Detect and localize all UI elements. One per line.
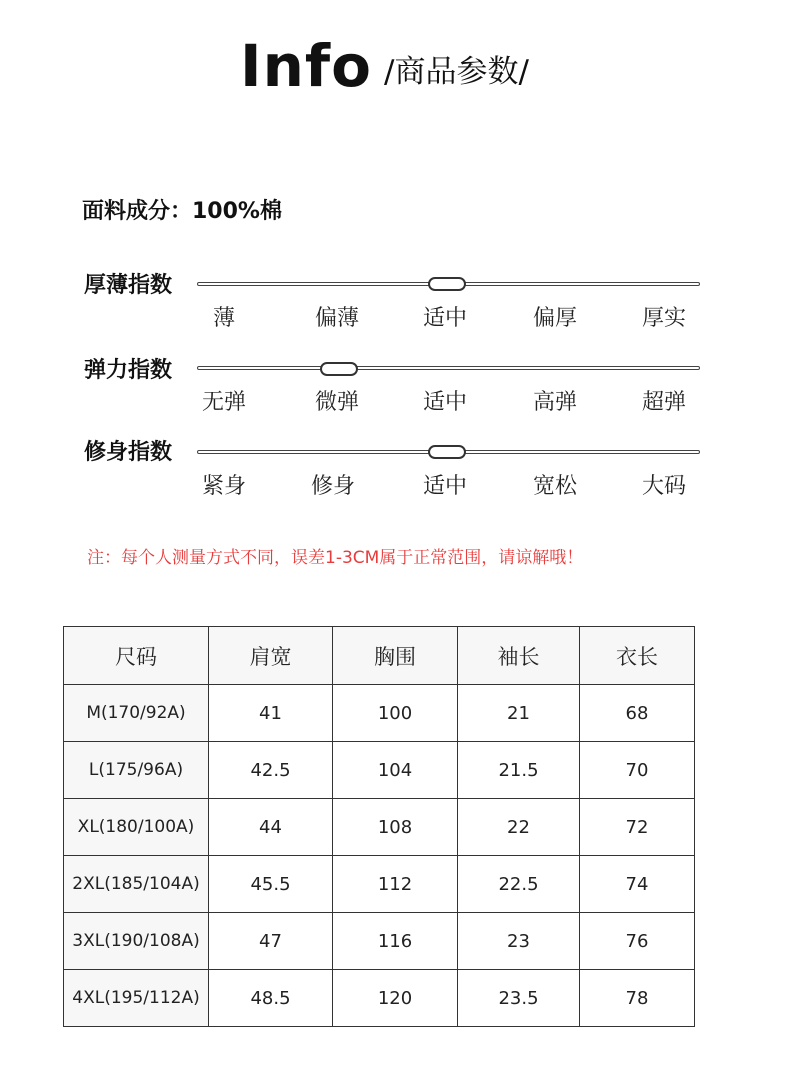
shoulder-cell: 47 [209,913,333,970]
length-cell: 70 [580,742,695,799]
thickness-index-label: 厚薄指数 [84,273,173,298]
header-length: 衣长 [580,627,695,685]
chest-cell: 108 [333,799,458,856]
size-cell: L(175/96A) [64,742,209,799]
size-cell: 3XL(190/108A) [64,913,209,970]
shoulder-cell: 48.5 [209,970,333,1027]
thickness-option: 偏薄 [314,306,360,331]
elasticity-option: 适中 [422,390,468,415]
chest-cell: 104 [333,742,458,799]
measurement-note: 注：每个人测量方式不同，误差1-3CM属于正常范围，请谅解哦！ [87,548,584,568]
shoulder-cell: 44 [209,799,333,856]
size-cell: M(170/92A) [64,685,209,742]
sleeve-cell: 23 [458,913,580,970]
elasticity-index-track [197,366,700,370]
shoulder-cell: 41 [209,685,333,742]
header-size: 尺码 [64,627,209,685]
thickness-option: 薄 [212,306,236,331]
table-row [64,685,695,742]
size-cell: XL(180/100A) [64,799,209,856]
sleeve-cell: 22 [458,799,580,856]
sleeve-cell: 21 [458,685,580,742]
fit-option: 大码 [641,474,687,499]
shoulder-cell: 42.5 [209,742,333,799]
fit-option: 宽松 [532,474,578,499]
elasticity-option: 高弹 [532,390,578,415]
fabric-composition: 面料成分：100%棉 [82,199,282,224]
size-cell: 4XL(195/112A) [64,970,209,1027]
table-row [64,856,695,913]
length-cell: 74 [580,856,695,913]
fit-index-knob [428,445,466,459]
table-row [64,970,695,1027]
thickness-option: 厚实 [641,306,687,331]
length-cell: 78 [580,970,695,1027]
fit-option: 紧身 [201,474,247,499]
header-chest: 胸围 [333,627,458,685]
size-cell: 2XL(185/104A) [64,856,209,913]
elasticity-index-label: 弹力指数 [84,358,173,383]
table-row [64,913,695,970]
table-row [64,799,695,856]
sleeve-cell: 21.5 [458,742,580,799]
sleeve-cell: 23.5 [458,970,580,1027]
length-cell: 76 [580,913,695,970]
shoulder-cell: 45.5 [209,856,333,913]
length-cell: 72 [580,799,695,856]
fit-index-label: 修身指数 [84,440,173,465]
header-sleeve: 袖长 [458,627,580,685]
elasticity-option: 超弹 [641,390,687,415]
chest-cell: 116 [333,913,458,970]
elasticity-index-knob [320,362,358,376]
chest-cell: 100 [333,685,458,742]
thickness-option: 偏厚 [532,306,578,331]
length-cell: 68 [580,685,695,742]
page-subtitle: /商品参数/ [384,54,529,90]
header-shoulder: 肩宽 [209,627,333,685]
fit-option: 修身 [310,474,356,499]
table-header-row [64,627,695,685]
elasticity-option: 微弹 [314,390,360,415]
table-row [64,742,695,799]
chest-cell: 120 [333,970,458,1027]
size-table [63,626,695,1027]
sleeve-cell: 22.5 [458,856,580,913]
thickness-index-knob [428,277,466,291]
elasticity-option: 无弹 [201,390,247,415]
fit-option: 适中 [422,474,468,499]
chest-cell: 112 [333,856,458,913]
page-title: Info [240,32,372,100]
thickness-option: 适中 [422,306,468,331]
